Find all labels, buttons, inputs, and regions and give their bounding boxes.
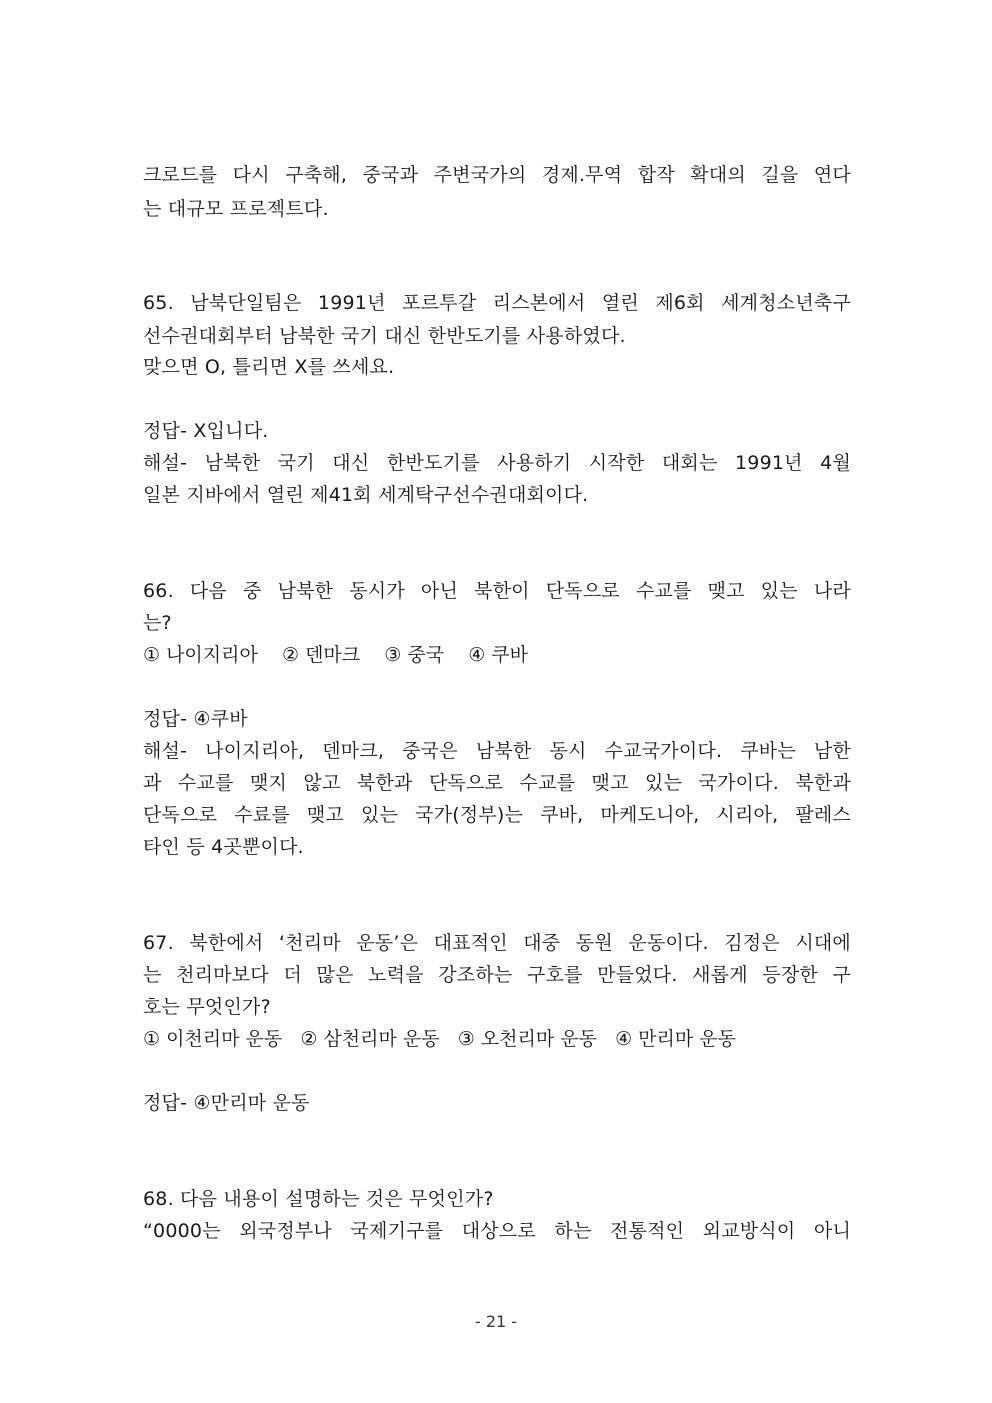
intro-line-1: 크로드를 다시 구축해, 중국과 주변국가의 경제.무역 합작 확대의 길을 연다 [143, 164, 851, 186]
q65-explanation-line-2: 일본 지바에서 열린 제41회 세계탁구선수권대회이다. [143, 484, 589, 506]
q67-question-line-3: 호는 무엇인가? [143, 996, 271, 1018]
q65-question-line-2: 선수권대회부터 남북한 국기 대신 한반도기를 사용하였다. [143, 325, 626, 347]
q65-explanation-line-1: 해설- 남북한 국기 대신 한반도기를 사용하기 시작한 대회는 1991년 4월 [143, 452, 851, 474]
page-number: - 21 - [474, 1312, 518, 1331]
q68-question-line-2: “0000는 외국정부나 국제기구를 대상으로 하는 전통적인 외교방식이 아니 [143, 1220, 851, 1242]
q66-question-line-2: 는? [143, 612, 172, 634]
intro-line-2: 는 대규모 프로젝트다. [143, 198, 329, 220]
q65-question-line-3: 맞으면 O, 틀리면 X를 쓰세요. [143, 356, 395, 378]
q65-question-line-1: 65. 남북단일팀은 1991년 포르투갈 리스본에서 열린 제6회 세계청소년축구 [143, 292, 851, 314]
q66-explanation-line-2: 과 수교를 맺지 않고 북한과 단독으로 수교를 맺고 있는 국가이다. 북한과 [143, 772, 851, 794]
q66-options: ① 나이지리아 ② 덴마크 ③ 중국 ④ 쿠바 [143, 644, 529, 666]
q68-question-line-1: 68. 다음 내용이 설명하는 것은 무엇인가? [143, 1188, 494, 1210]
q65-answer: 정답- X입니다. [143, 420, 269, 442]
q66-explanation-line-4: 타인 등 4곳뿐이다. [143, 836, 304, 858]
q66-explanation-line-3: 단독으로 수료를 맺고 있는 국가(정부)는 쿠바, 마케도니아, 시리아, 팔레스 [143, 804, 851, 826]
q67-question-line-1: 67. 북한에서 ‘천리마 운동’은 대표적인 대중 동원 운동이다. 김정은 시대에 [143, 932, 851, 954]
q67-question-line-2: 는 천리마보다 더 많은 노력을 강조하는 구호를 만들었다. 새롭게 등장한 구 [143, 964, 851, 986]
q66-answer: 정답- ④쿠바 [143, 708, 248, 730]
q67-options: ① 이천리마 운동 ② 삼천리마 운동 ③ 오천리마 운동 ④ 만리마 운동 [143, 1028, 736, 1050]
q66-question-line-1: 66. 다음 중 남북한 동시가 아닌 북한이 단독으로 수교를 맺고 있는 나라 [143, 580, 851, 602]
q66-explanation-line-1: 해설- 나이지리아, 덴마크, 중국은 남북한 동시 수교국가이다. 쿠바는 남한 [143, 740, 851, 762]
q67-answer: 정답- ④만리마 운동 [143, 1092, 310, 1114]
